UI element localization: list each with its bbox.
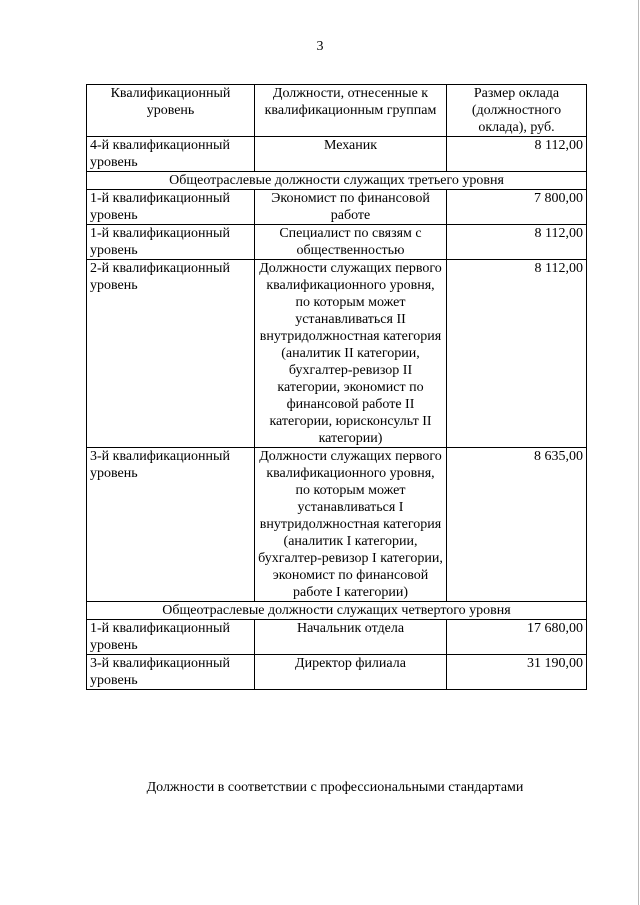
section-title: Общеотраслевые должности служащих четвертого уровня (87, 602, 587, 620)
salary-table (86, 84, 587, 690)
position-cell: Начальник отдела (255, 620, 447, 655)
salary-cell: 8 635,00 (447, 448, 587, 602)
salary-cell: 8 112,00 (447, 137, 587, 172)
position-cell: Экономист по финансовой работе (255, 190, 447, 225)
qualification-level-cell: 3-й квалификационный уровень (87, 655, 255, 690)
qualification-level-cell: 4-й квалификационный уровень (87, 137, 255, 172)
table-row (87, 137, 587, 172)
salary-cell: 31 190,00 (447, 655, 587, 690)
qualification-level-cell: 3-й квалификационный уровень (87, 448, 255, 602)
section-row (87, 602, 587, 620)
section-title: Общеотраслевые должности служащих третьего уровня (87, 172, 587, 190)
position-cell: Должности служащих первого квалификационного уровня, по которым может устанавливаться II внутридолжностная категория (аналитик II категории, бухгалтер-ревизор II категории, экономист по финансовой работе II категории, юрисконсульт II категории) (255, 260, 447, 448)
section-row (87, 172, 587, 190)
position-cell: Директор филиала (255, 655, 447, 690)
qualification-level-cell: 2-й квалификационный уровень (87, 260, 255, 448)
position-cell: Механик (255, 137, 447, 172)
header-positions: Должности, отнесенные к квалификационным группам (255, 85, 447, 137)
header-level: Квалификационный уровень (87, 85, 255, 137)
table-row (87, 448, 587, 602)
section-heading: Должности в соответствии с профессиональными стандартами (146, 780, 524, 795)
header-salary: Размер оклада (должностного оклада), руб. (447, 85, 587, 137)
table-row (87, 655, 587, 690)
page-number: 3 (316, 39, 324, 54)
qualification-level-cell: 1-й квалификационный уровень (87, 225, 255, 260)
salary-cell: 8 112,00 (447, 225, 587, 260)
qualification-level-cell: 1-й квалификационный уровень (87, 620, 255, 655)
salary-cell: 17 680,00 (447, 620, 587, 655)
salary-cell: 8 112,00 (447, 260, 587, 448)
page-edge (638, 0, 639, 905)
table-row (87, 260, 587, 448)
salary-cell: 7 800,00 (447, 190, 587, 225)
table-header-row (87, 85, 587, 137)
table-row (87, 225, 587, 260)
table-row (87, 190, 587, 225)
table-row (87, 620, 587, 655)
position-cell: Специалист по связям с общественностью (255, 225, 447, 260)
position-cell: Должности служащих первого квалификационного уровня, по которым может устанавливаться I внутридолжностная категория (аналитик I категории, бухгалтер-ревизор I категории, экономист по финансовой работе I категории) (255, 448, 447, 602)
qualification-level-cell: 1-й квалификационный уровень (87, 190, 255, 225)
